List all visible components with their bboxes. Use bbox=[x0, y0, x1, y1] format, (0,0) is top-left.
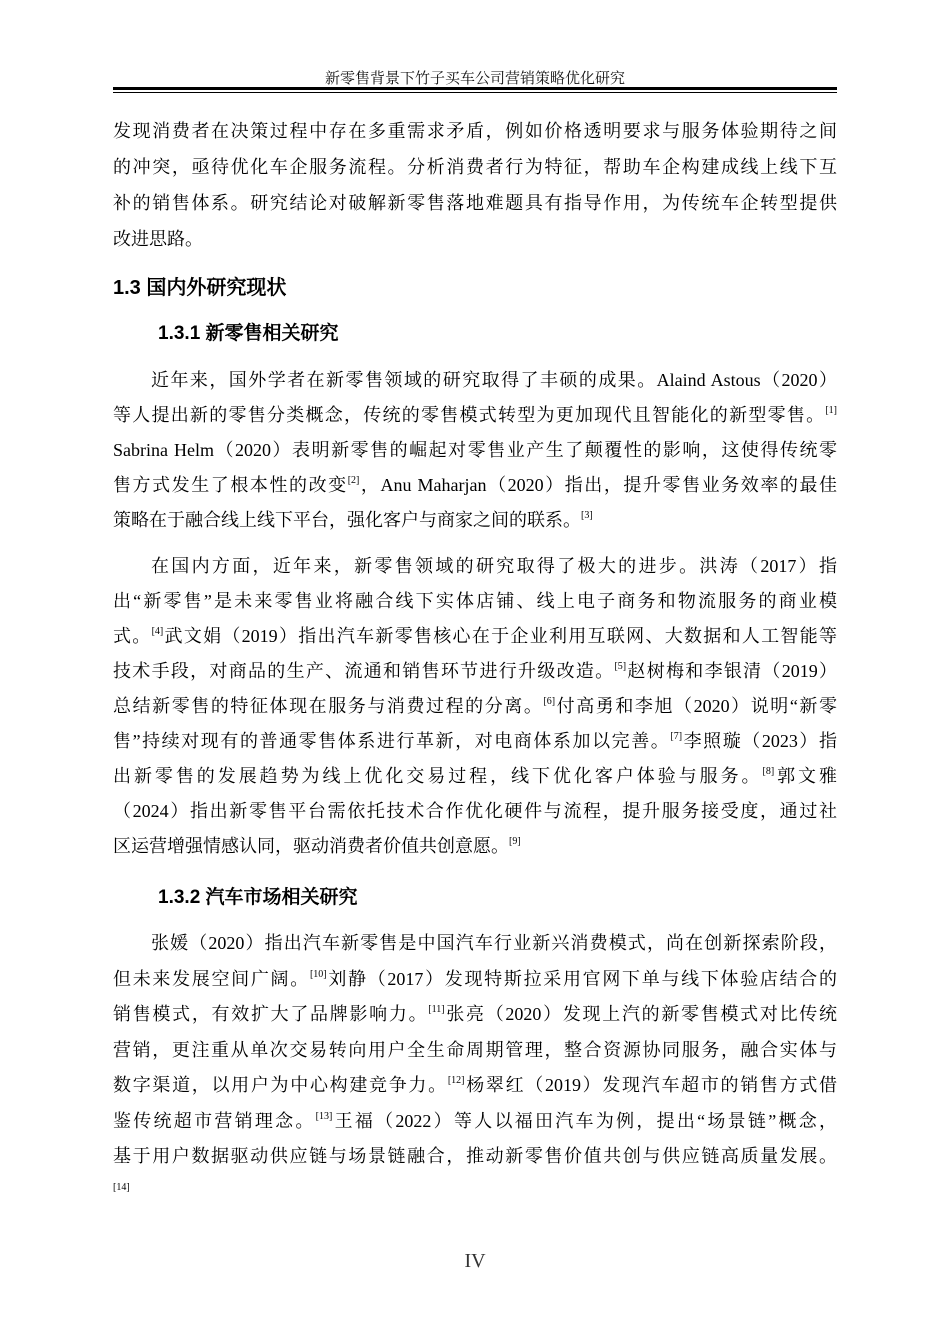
header-title: 新零售背景下竹子买车公司营销策略优化研究 bbox=[324, 71, 625, 87]
text-line bbox=[113, 654, 837, 689]
text-run: ，Anu Maharjan（2020）指出，提升零售业务效率的最佳 bbox=[359, 475, 838, 495]
citation-ref: [2] bbox=[347, 475, 360, 486]
citation-ref: [14] bbox=[113, 1181, 130, 1193]
text-run: 李照璇（2023）指 bbox=[682, 731, 837, 751]
text-run: 改进思路。 bbox=[113, 229, 203, 249]
text-line bbox=[113, 619, 837, 654]
text-run: 王福（2022）等人以福田汽车为例，提出“场景链”概念， bbox=[332, 1110, 837, 1131]
text-run: 郭文雅 bbox=[774, 766, 838, 786]
text-run: 数字渠道，以用户为中心构建竞争力。 bbox=[113, 1075, 448, 1095]
citation-ref: [10] bbox=[309, 968, 327, 980]
text-line bbox=[113, 468, 837, 503]
text-line bbox=[113, 926, 837, 962]
text-run: 基于用户数据驱动供应链与场景链融合，推动新零售价值共创与供应链高质量发展。 bbox=[113, 1146, 837, 1166]
text-line bbox=[113, 549, 837, 584]
text-line bbox=[113, 759, 837, 794]
citation-ref: [3] bbox=[581, 510, 593, 521]
text-run: 赵树梅和李银清（2019） bbox=[626, 661, 838, 681]
citation-ref: [7] bbox=[670, 731, 683, 742]
citation-ref: [5] bbox=[614, 661, 627, 672]
citation-ref: [13] bbox=[315, 1110, 333, 1122]
text-run: 鉴传统超市营销理念。 bbox=[113, 1110, 316, 1131]
subsection-heading: 1.3.1 新零售相关研究 bbox=[158, 323, 339, 344]
text-run: 近年来，国外学者在新零售领域的研究取得了丰硕的成果。Alaind Astous（2020） bbox=[151, 370, 837, 390]
header-rule-thick bbox=[113, 87, 837, 90]
text-line bbox=[113, 221, 837, 257]
text-line bbox=[113, 1139, 837, 1175]
text-run: 售”持续对现有的普通零售体系进行革新，对电商体系加以完善。 bbox=[113, 731, 671, 751]
text-run: 张媛（2020）指出汽车新零售是中国汽车行业新兴消费模式，尚在创新探索阶段， bbox=[151, 933, 837, 953]
text-line bbox=[113, 689, 837, 724]
citation-ref: [4] bbox=[151, 626, 164, 637]
text-run: 付高勇和李旭（2020）说明“新零 bbox=[555, 696, 837, 716]
text-run: 但未来发展空间广阔。 bbox=[113, 968, 310, 989]
text-run: 刘静（2017）发现特斯拉采用官网下单与线下体验店结合的 bbox=[326, 968, 837, 989]
text-run: 技术手段，对商品的生产、流通和销售环节进行升级改造。 bbox=[113, 661, 615, 681]
paragraph bbox=[113, 926, 837, 1210]
text-line bbox=[113, 149, 837, 185]
text-run: 补的销售体系。研究结论对破解新零售落地难题具有指导作用，为传统车企转型提供 bbox=[113, 193, 837, 213]
paragraph bbox=[113, 113, 837, 257]
text-run: （2024）指出新零售平台需依托技术合作优化硬件与流程，提升服务接受度，通过社 bbox=[113, 801, 837, 821]
text-run: 总结新零售的特征体现在服务与消费过程的分离。 bbox=[113, 696, 544, 716]
citation-ref: [1] bbox=[825, 405, 837, 416]
text-line bbox=[113, 363, 837, 398]
text-run: 出“新零售”是未来零售业将融合线下实体店铺、线上电子商务和物流服务的商业模 bbox=[113, 591, 837, 611]
citation-ref: [8] bbox=[762, 766, 775, 777]
text-line bbox=[113, 433, 837, 468]
text-run: 出新零售的发展趋势为线上优化交易过程，线下优化客户体验与服务。 bbox=[113, 766, 763, 786]
citation-ref: [9] bbox=[509, 836, 521, 847]
text-line bbox=[113, 1068, 837, 1104]
text-line bbox=[113, 724, 837, 759]
text-line bbox=[113, 962, 837, 998]
citation-ref: [11] bbox=[428, 1004, 445, 1015]
text-run: 武文娟（2019）指出汽车新零售核心在于企业利用互联网、大数据和人工智能等 bbox=[163, 626, 838, 646]
citation-ref: [6] bbox=[543, 696, 556, 707]
header-rule-thin bbox=[113, 92, 837, 93]
text-run: 杨翠红（2019）发现汽车超市的销售方式借 bbox=[464, 1075, 838, 1095]
text-line bbox=[113, 1175, 837, 1211]
text-run: 营销，更注重从单次交易转向用户全生命周期管理，整合资源协同服务，融合实体与 bbox=[113, 1039, 837, 1060]
text-run: 发现消费者在决策过程中存在多重需求矛盾，例如价格透明要求与服务体验期待之间 bbox=[113, 121, 837, 141]
text-run: 在国内方面，近年来，新零售领域的研究取得了极大的进步。洪涛（2017）指 bbox=[151, 556, 837, 576]
text-line bbox=[113, 503, 837, 538]
text-run: 式。 bbox=[113, 626, 152, 646]
text-line bbox=[113, 829, 837, 864]
text-line bbox=[113, 113, 837, 149]
paragraph bbox=[113, 363, 837, 538]
text-run: 等人提出新的零售分类概念，传统的零售模式转型为更加现代且智能化的新型零售。 bbox=[113, 405, 826, 425]
text-line bbox=[113, 398, 837, 433]
text-run: 策略在于融合线上线下平台，强化客户与商家之间的联系。 bbox=[113, 510, 581, 530]
paragraph bbox=[113, 549, 837, 864]
section-heading: 1.3 国内外研究现状 bbox=[113, 277, 287, 299]
text-run: Sabrina Helm（2020）表明新零售的崛起对零售业产生了颠覆性的影响，这使得传统零 bbox=[113, 440, 837, 460]
citation-ref: [12] bbox=[447, 1075, 465, 1086]
text-run: 销售模式，有效扩大了品牌影响力。 bbox=[113, 1004, 429, 1024]
text-line bbox=[113, 794, 837, 829]
text-line bbox=[113, 1104, 837, 1140]
text-run: 售方式发生了根本性的改变 bbox=[113, 475, 348, 495]
text-run: 区运营增强情感认同，驱动消费者价值共创意愿。 bbox=[113, 836, 509, 856]
text-line bbox=[113, 1033, 837, 1069]
text-line bbox=[113, 584, 837, 619]
text-line bbox=[113, 185, 837, 221]
text-line bbox=[113, 997, 837, 1033]
text-run: 的冲突，亟待优化车企服务流程。分析消费者行为特征，帮助车企构建成线上线下互 bbox=[113, 157, 837, 177]
page-number: IV bbox=[464, 1250, 486, 1272]
subsection-heading: 1.3.2 汽车市场相关研究 bbox=[158, 887, 358, 908]
text-run: 张亮（2020）发现上汽的新零售模式对比传统 bbox=[444, 1004, 838, 1024]
